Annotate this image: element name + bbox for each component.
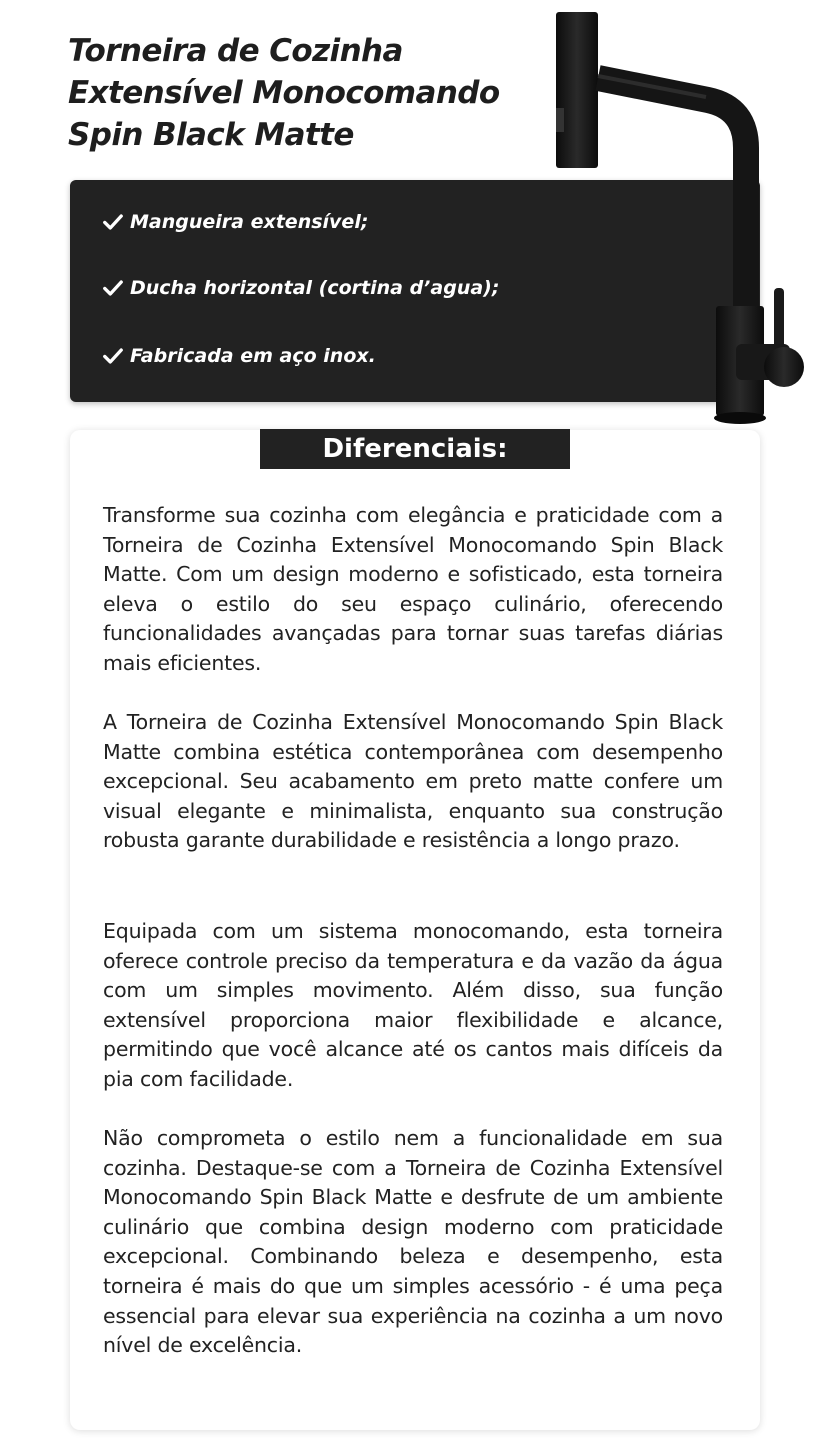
product-title-line-3: Spin Black Matte — [68, 117, 354, 153]
feature-item — [102, 341, 376, 371]
product-title-line-2: Extensível Monocomando — [68, 75, 500, 111]
faucet-image — [540, 8, 810, 428]
product-title — [68, 30, 548, 156]
description-paragraph: Equipada com um sistema monocomando, esta torneira oferece controle preciso da temperatura e da vazão da água com um simples movimento. Além disso, sua função extensível proporciona maior flexibilidade e alcance, permitindo que você alcance até os cantos mais difíceis da pia com facilidade. — [103, 919, 723, 1091]
product-title-line-1: Torneira de Cozinha — [68, 33, 403, 69]
check-icon — [102, 277, 124, 299]
feature-item — [102, 273, 499, 303]
description-paragraph: A Torneira de Cozinha Extensível Monocomando Spin Black Matte combina estética contemporânea com desempenho excepcional. Seu acabamento em preto matte confere um visual elegante e minimalista, enquanto sua construção robusta garante durabilidade e resistência a longo prazo. — [103, 710, 723, 853]
feature-item — [102, 207, 368, 237]
feature-label: Fabricada em aço inox. — [130, 345, 376, 367]
differentials-heading: Diferenciais: — [260, 429, 570, 469]
check-icon — [102, 345, 124, 367]
description-paragraph: Não comprometa o estilo nem a funcionalidade em sua cozinha. Destaque-se com a Torneira de Cozinha Extensível Monocomando Spin Black Matte e desfrute de um ambiente culinário que combina design moderno com praticidade excepcional. Combinando beleza e desempenho, esta torneira é mais do que um simples acessório - é uma peça essencial para elevar sua experiência na cozinha a um novo nível de excelência. — [103, 1126, 723, 1358]
feature-label: Ducha horizontal (cortina d’agua); — [130, 277, 500, 299]
description-paragraph: Transforme sua cozinha com elegância e praticidade com a Torneira de Cozinha Extensível Monocomando Spin Black Matte. Com um design moderno e sofisticado, esta torneira eleva o estilo do seu espaço culinário, oferecendo funcionalidades avançadas para tornar suas tarefas diárias mais eficientes. — [103, 503, 723, 675]
check-icon — [102, 211, 124, 233]
feature-label: Mangueira extensível; — [130, 211, 369, 233]
